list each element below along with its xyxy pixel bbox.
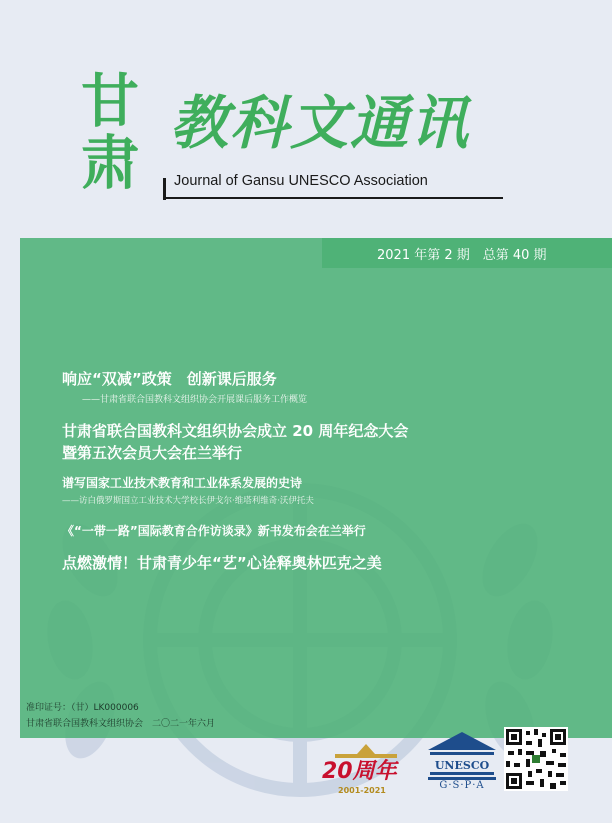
gansu-char-2: 肃	[80, 129, 139, 197]
gspa-label: G·S·P·A	[439, 780, 485, 791]
unesco-word: UNESCO	[434, 759, 490, 772]
publisher-date: 甘肃省联合国教科文组织协会 二〇二一年六月	[26, 719, 216, 729]
headline-1-subtitle: ——甘肃省联合国教科文组织协会开展课后服务工作概览	[82, 395, 308, 405]
masthead-title-cn: 教科文通讯	[170, 89, 471, 157]
headline-5: 点燃激情！甘肃青少年“艺”心诠释奥林匹克之美	[62, 554, 382, 572]
headline-3: 谱写国家工业技术教育和工业体系发展的史诗	[62, 476, 303, 490]
permit-number: 准印证号：（甘）LK000006	[26, 703, 139, 713]
headline-1: 响应“双减”政策 创新课后服务	[62, 370, 277, 388]
headline-2-line-2: 暨第五次会员大会在兰举行	[62, 444, 243, 462]
qr-code-icon	[504, 727, 568, 791]
issue-label: 2021 年第 2 期 总第 40 期	[377, 248, 547, 263]
masthead-title-en: Journal of Gansu UNESCO Association	[174, 173, 428, 189]
headline-4: 《“一带一路”国际教育合作访谈录》新书发布会在兰举行	[62, 524, 366, 538]
masthead-gansu-logo	[70, 67, 150, 220]
anniversary-years: 2001-2021	[338, 786, 386, 795]
headline-2-line-1: 甘肃省联合国教科文组织协会成立 20 周年纪念大会	[62, 422, 409, 440]
anniversary-label: 20周年	[322, 759, 397, 784]
gansu-char-1: 甘	[80, 67, 139, 135]
headline-3-subtitle: ——访白俄罗斯国立工业技术大学校长伊戈尔·维塔利维奇·沃伊托夫	[62, 496, 314, 506]
